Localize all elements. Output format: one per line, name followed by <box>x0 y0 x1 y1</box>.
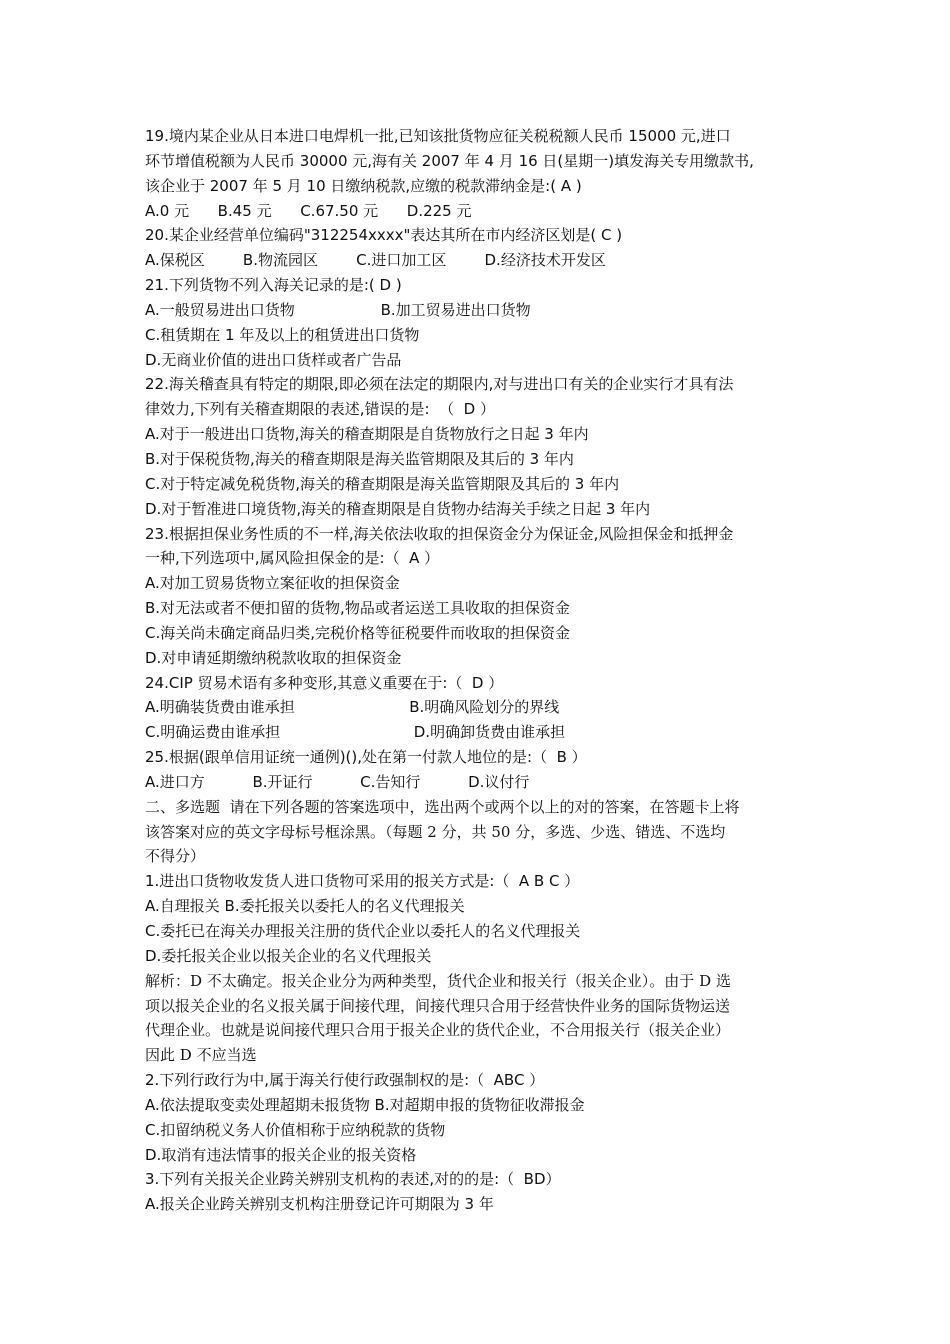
text-line: C.明确运费由谁承担 D.明确卸货费由谁承担 <box>145 723 566 742</box>
text-line: A.自理报关 B.委托报关以委托人的名义代理报关 <box>145 897 465 916</box>
text-line: 2.下列行政行为中,属于海关行使行政强制权的是:（ ABC ） <box>145 1071 545 1090</box>
analysis-note <box>145 969 815 1068</box>
text-line: B.对无法或者不便扣留的货物,物品或者运送工具收取的担保资金 <box>145 599 570 618</box>
text-line: 因此 D 不应当选 <box>145 1046 257 1065</box>
text-line: A.进口方 B.开证行 C.告知行 D.议付行 <box>145 772 530 791</box>
text-line: D.取消有违法情事的报关企业的报关资格 <box>145 1145 417 1164</box>
text-line: 项以报关企业的名义报关属于间接代理，间接代理只合用于经营快件业务的国际货物运送 <box>145 996 731 1015</box>
text-line: 不得分） <box>145 847 206 866</box>
text-line: 二、多选题 请在下列各题的答案选项中，选出两个或两个以上的对的答案，在答题卡上将 <box>145 797 740 816</box>
question-1 <box>145 869 815 968</box>
text-line: 解析：D 不太确定。报关企业分为两种类型，货代企业和报关行（报关企业）。由于 D 选 <box>145 971 731 990</box>
text-line: 该答案对应的英文字母标号框涂黑。（每题 2 分，共 50 分，多选、少选、错选、不选均 <box>145 822 726 841</box>
text-line: 21.下列货物不列入海关记录的是:( D ) <box>145 276 402 295</box>
text-line: C.委托已在海关办理报关注册的货代企业以委托人的名义代理报关 <box>145 922 581 940</box>
text-line: 19.境内某企业从日本进口电焊机一批,已知该批货物应征关税税额人民币 15000 元,进口 <box>145 127 731 145</box>
document-page <box>145 124 815 1217</box>
text-line: 律效力,下列有关稽查期限的表述,错误的是: （ D ） <box>145 400 495 419</box>
text-line: 23.根据担保业务性质的不一样,海关依法收取的担保资金分为保证金,风险担保金和抵押金 <box>145 524 734 543</box>
text-line: 该企业于 2007 年 5 月 10 日缴纳税款,应缴的税款滞纳金是:( A ) <box>145 176 582 195</box>
text-line: 1.进出口货物收发货人进口货物可采用的报关方式是:（ A B C ） <box>145 872 580 891</box>
text-line: A.对加工贸易货物立案征收的担保资金 <box>145 574 400 593</box>
text-line: A.保税区 B.物流园区 C.进口加工区 D.经济技术开发区 <box>145 251 606 270</box>
text-line: A.依法提取变卖处理超期未报货物 B.对超期申报的货物征收滞报金 <box>145 1095 585 1114</box>
text-line: A.明确装货费由谁承担 B.明确风险划分的界线 <box>145 698 560 717</box>
text-line: A.0 元 B.45 元 C.67.50 元 D.225 元 <box>145 201 472 220</box>
text-line: C.海关尚未确定商品归类,完税价格等征税要件而收取的担保资金 <box>145 623 571 642</box>
text-line: 代理企业。也就是说间接代理只合用于报关企业的货代企业，不合用报关行（报关企业） <box>145 1021 731 1040</box>
text-line: D.委托报关企业以报关企业的名义代理报关 <box>145 946 432 965</box>
section-2-heading <box>145 795 815 870</box>
text-line: C.租赁期在 1 年及以上的租赁进出口货物 <box>145 325 420 344</box>
text-line: 一种,下列选项中,属风险担保金的是:（ A ） <box>145 549 440 568</box>
text-line: D.无商业价值的进出口货样或者广告品 <box>145 350 402 369</box>
text-line: A.一般贸易进出口货物 B.加工贸易进出口货物 <box>145 300 531 319</box>
text-line: 25.根据(跟单信用证统一通例)(),处在第一付款人地位的是:（ B ） <box>145 748 587 767</box>
text-line: 22.海关稽查具有特定的期限,即必须在法定的期限内,对与进出口有关的企业实行才具有法 <box>145 375 734 394</box>
questions-2-3 <box>145 1068 815 1217</box>
questions-19-25 <box>145 124 815 795</box>
text-line: A.报关企业跨关辨别支机构注册登记许可期限为 3 年 <box>145 1195 494 1214</box>
text-line: 环节增值税额为人民币 30000 元,海有关 2007 年 4 月 16 日(星期一)填发海关专用缴款书, <box>145 151 754 170</box>
text-line: A.对于一般进出口货物,海关的稽查期限是自货物放行之日起 3 年内 <box>145 425 589 444</box>
text-line: C.扣留纳税义务人价值相称于应纳税款的货物 <box>145 1120 446 1139</box>
text-line: 20.某企业经营单位编码"312254xxxx"表达其所在市内经济区划是( C ) <box>145 226 623 245</box>
text-line: B.对于保税货物,海关的稽查期限是海关监管期限及其后的 3 年内 <box>145 449 574 468</box>
text-line: D.对申请延期缴纳税款收取的担保资金 <box>145 648 402 667</box>
text-line: 24.CIP 贸易术语有多种变形,其意义重要在于:（ D ） <box>145 673 504 692</box>
text-line: C.对于特定减免税货物,海关的稽查期限是海关监管期限及其后的 3 年内 <box>145 474 620 493</box>
text-line: 3.下列有关报关企业跨关辨别支机构的表述,对的的是:（ BD） <box>145 1170 561 1189</box>
text-line: D.对于暂准进口境货物,海关的稽查期限是自货物办结海关手续之日起 3 年内 <box>145 499 651 518</box>
